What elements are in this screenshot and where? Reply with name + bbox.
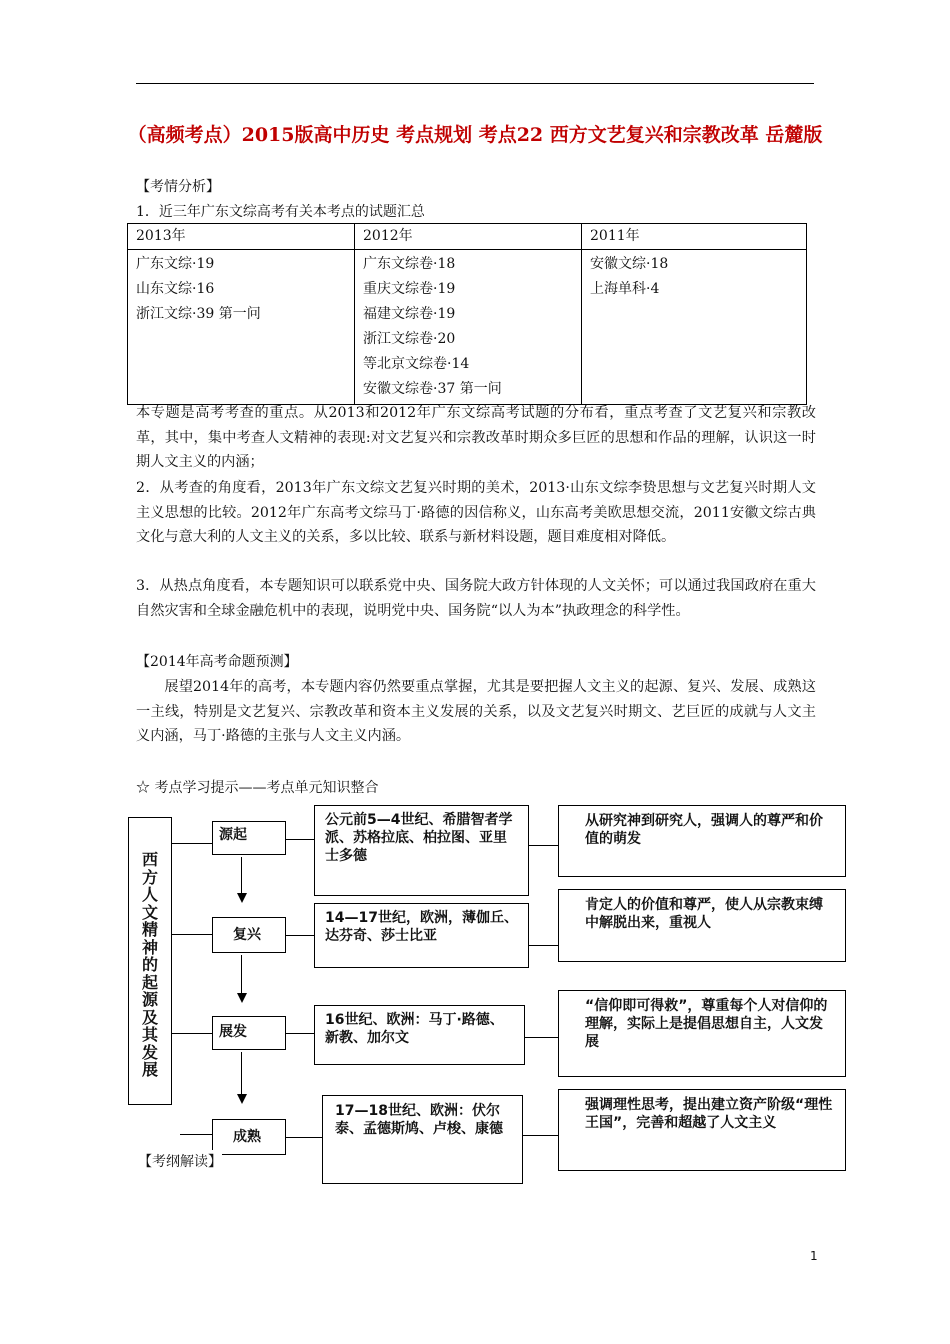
vertical-title-char: 方	[141, 867, 158, 887]
list-item: 等北京文综卷·14	[363, 356, 470, 372]
list-item: 浙江文综·39 第一问	[136, 306, 261, 322]
vertical-title-char: 其	[141, 1025, 158, 1044]
detail-box-origin: 公元前5—4世纪、希腊智者学派、苏格拉底、柏拉图、亚里士多德	[314, 805, 529, 896]
item1-heading: 1．近三年广东文综高考有关本考点的试题汇总	[136, 204, 425, 220]
analysis-paragraph-2: 2．从考查的角度看，2013年广东文综文艺复兴时期的美术，2013·山东文综李贽思想与文艺复兴时期人文主义思想的比较。2012年广东高考文综马丁·路德的因信称义，山东高考美欧思想交流，2011安徽文综古典文化与意大利的人文主义的关系，多以比较、联系与新材料设题，题目难度相对降低。	[136, 480, 816, 545]
meaning-box-maturity: 强调理性思考，提出建立资产阶级“理性王国”，完善和超越了人文主义	[558, 1089, 846, 1171]
connector-line	[172, 1033, 212, 1034]
vertical-title-char: 文	[141, 902, 158, 922]
arrow-line	[241, 955, 242, 993]
table-header-2012: 2012年	[355, 224, 582, 250]
vertical-title-char: 神	[141, 937, 158, 957]
stage-box-development: 展发	[212, 1016, 286, 1050]
arrow-line	[241, 857, 242, 893]
meaning-box-development: “信仰即可得救”，尊重每个人对信仰的理解，实际上是提倡思想自主，人文发展	[558, 990, 846, 1077]
stage-box-revival: 复兴	[212, 917, 286, 953]
down-arrow-icon	[237, 1094, 247, 1104]
connector-line	[523, 1135, 558, 1136]
connector-line	[529, 945, 558, 946]
meaning-box-origin: 从研究神到研究人，强调人的尊严和价值的萌发	[558, 805, 846, 877]
forecast-heading: 【2014年高考命题预测】	[136, 654, 298, 670]
detail-box-development: 16世纪、欧洲：马丁·路德、新教、加尔文	[314, 1005, 525, 1065]
list-item: 浙江文综卷·20	[363, 331, 456, 347]
connector-line	[286, 1137, 322, 1138]
page-number: 1	[810, 1249, 818, 1263]
table-cell-2011	[582, 250, 807, 405]
table-cell-2012	[355, 250, 582, 405]
header-rule	[136, 83, 814, 84]
down-arrow-icon	[237, 993, 247, 1003]
list-item: 安徽文综·18	[590, 256, 669, 272]
connector-line	[172, 843, 212, 844]
table-header-2013: 2013年	[128, 224, 355, 250]
stage-box-origin: 源起	[212, 821, 286, 855]
list-item: 重庆文综卷·19	[363, 281, 456, 297]
vertical-title-char: 西	[141, 850, 158, 869]
meaning-box-revival: 肯定人的价值和尊严，使人从宗教束缚中解脱出来，重视人	[558, 889, 846, 962]
tips-heading: ☆ 考点学习提示——考点单元知识整合	[136, 780, 379, 796]
connector-line	[172, 934, 212, 935]
down-arrow-icon	[237, 893, 247, 903]
vertical-title-char: 的	[141, 955, 158, 974]
connector-line	[286, 839, 314, 840]
connector-line	[286, 935, 314, 936]
list-item: 广东文综卷·18	[363, 256, 456, 272]
vertical-title-char: 展	[141, 1060, 158, 1079]
arrow-line	[241, 1052, 242, 1094]
table-header-2011: 2011年	[582, 224, 807, 250]
table-cell-2013	[128, 250, 355, 405]
forecast-paragraph: 展望2014年的高考，本专题内容仍然要重点掌握，尤其是要把握人文主义的起源、复兴、发展、成熟这一主线，特别是文艺复兴、宗教改革和资本主义发展的关系，以及文艺复兴时期文、艺巨匠的成就与人文主义内涵，马丁·路德的主张与人文主义内涵。	[136, 679, 816, 744]
detail-box-revival: 14—17世纪，欧洲，薄伽丘、达芬奇、莎士比亚	[314, 903, 529, 968]
exam-table	[127, 223, 807, 405]
vertical-title-char: 发	[141, 1042, 158, 1062]
list-item: 上海单科·4	[590, 281, 660, 297]
detail-box-maturity: 17—18世纪、欧洲：伏尔泰、孟德斯鸠、卢梭、康德	[322, 1095, 523, 1184]
vertical-title-char: 起	[141, 972, 158, 992]
stage-box-maturity: 成熟	[212, 1119, 286, 1155]
connector-line	[286, 1033, 314, 1034]
outline-heading: 【考纲解读】	[138, 1150, 222, 1174]
diagram-vertical-title	[128, 817, 172, 1105]
list-item: 广东文综·19	[136, 256, 215, 272]
list-item: 安徽文综卷·37 第一问	[363, 381, 502, 397]
connector-line	[529, 845, 558, 846]
page-title: （高频考点）2015版高中历史 考点规划 考点22 西方文艺复兴和宗教改革 岳麓版	[127, 124, 823, 146]
vertical-title-char: 及	[141, 1007, 158, 1027]
list-item: 福建文综卷·19	[363, 306, 456, 322]
connector-line	[180, 1134, 212, 1135]
vertical-title-char: 精	[141, 920, 158, 939]
connector-line	[525, 1037, 558, 1038]
vertical-title-char: 源	[141, 990, 158, 1009]
analysis-paragraph-1: 本专题是高考考查的重点。从2013和2012年广东文综高考试题的分布看，重点考查了文艺复兴和宗教改革，其中，集中考查人文精神的表现:对文艺复兴和宗教改革时期众多巨匠的思想和作品的理解，认识这一时期人文主义的内涵；	[136, 405, 816, 470]
analysis-heading: 【考情分析】	[136, 179, 220, 195]
list-item: 山东文综·16	[136, 281, 215, 297]
analysis-paragraph-3: 3．从热点角度看，本专题知识可以联系党中央、国务院大政方针体现的人文关怀；可以通过我国政府在重大自然灾害和全球金融危机中的表现，说明党中央、国务院“以人为本”执政理念的科学性。	[136, 578, 816, 619]
vertical-title-char: 人	[141, 885, 158, 904]
